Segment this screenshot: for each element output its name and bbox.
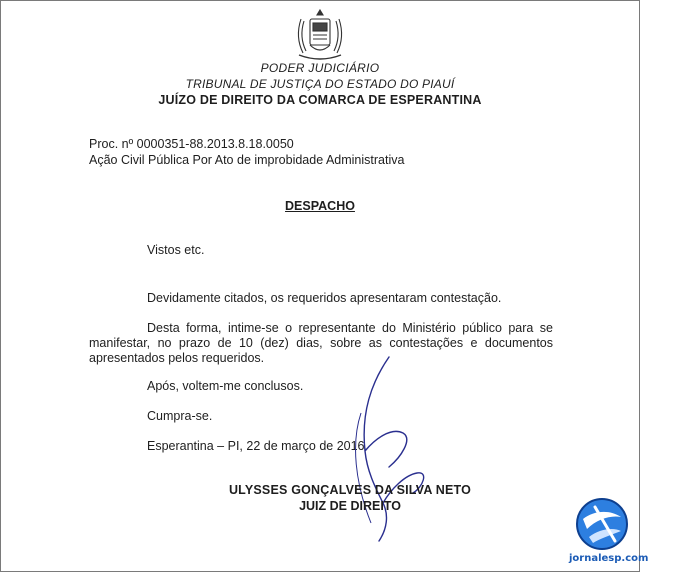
handwritten-signature: [331, 353, 451, 553]
action-type: Ação Civil Pública Por Ato de improbidade Administrativa: [89, 153, 405, 167]
paragraph-vistos: Vistos etc.: [147, 243, 205, 257]
coat-of-arms-icon: [291, 7, 349, 63]
header-juizo: JUÍZO DE DIREITO DA COMARCA DE ESPERANTINA: [158, 93, 482, 107]
paragraph-cumpra-se: Cumpra-se.: [147, 409, 213, 423]
paragraph-conclusos: Após, voltem-me conclusos.: [147, 379, 304, 393]
signer-name: ULYSSES GONÇALVES DA SILVA NETO: [228, 483, 472, 497]
process-number: Proc. nº 0000351-88.2013.8.18.0050: [89, 137, 294, 151]
paragraph-citados: Devidamente citados, os requeridos apresentaram contestação.: [147, 291, 502, 305]
date-line: Esperantina – PI, 22 de março de 2016.: [147, 439, 368, 453]
globe-icon: [575, 497, 629, 551]
document-title: DESPACHO: [285, 199, 355, 213]
watermark-logo: [569, 497, 649, 571]
paragraph-intimacao: Desta forma, intime-se o representante do Ministério público para se manifestar, no prazo de 10 (dez) dias, sobre as contestações e documentos apresentados pelos requeridos.: [89, 321, 553, 365]
watermark-site: jornalesp.com: [569, 553, 649, 564]
signer-title: JUIZ DE DIREITO: [299, 499, 401, 513]
header-tribunal: TRIBUNAL DE JUSTIÇA DO ESTADO DO PIAUÍ: [185, 77, 455, 91]
header-poder-judiciario: PODER JUDICIÁRIO: [260, 61, 380, 75]
